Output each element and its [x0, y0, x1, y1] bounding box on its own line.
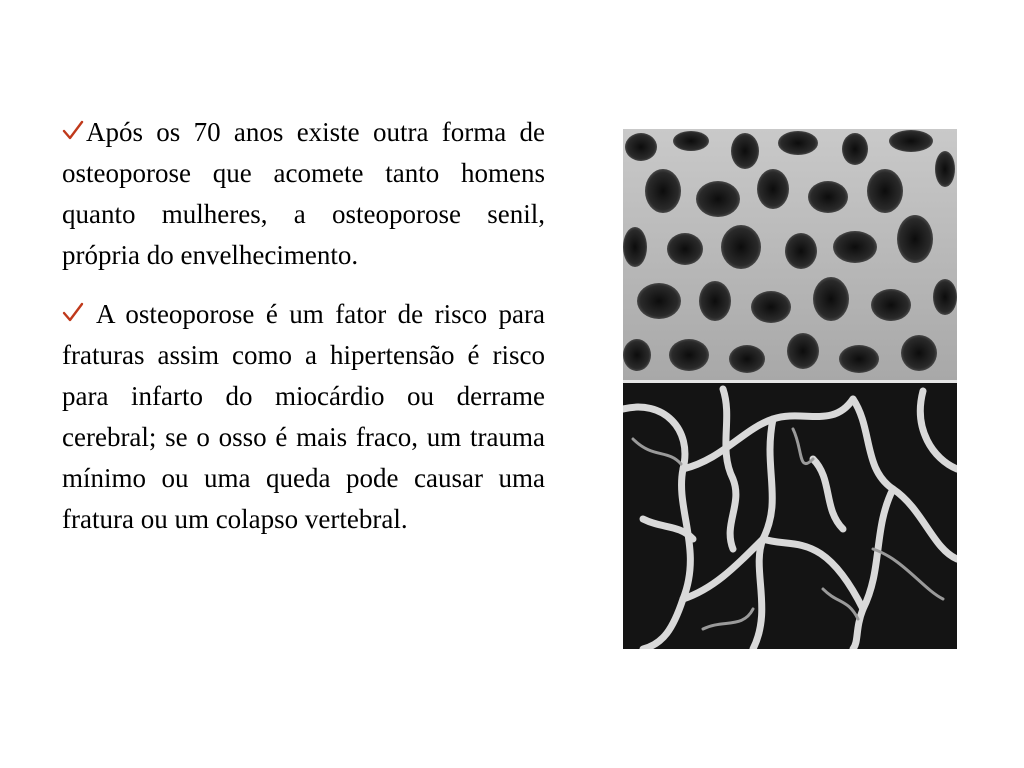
bullet-item-2 [62, 294, 545, 540]
bone-comparison-image [623, 129, 957, 649]
normal-bone-panel [623, 129, 957, 381]
checkmark-icon [62, 119, 84, 141]
bullet-text: A osteoporose é um fator de risco para fraturas assim como a hipertensão é risco para infarto do miocárdio ou derrame cerebral; se o osso é mais fraco, um trauma mínimo ou uma queda pode causar uma fratura ou um colapso vertebral. [62, 299, 545, 534]
bullet-item-1 [62, 112, 545, 276]
checkmark-icon [62, 301, 84, 323]
bullet-list [62, 112, 545, 558]
bullet-text: Após os 70 anos existe outra forma de osteoporose que acomete tanto homens quanto mulheres, a osteoporose senil, própria do envelhecimento. [62, 117, 545, 270]
osteoporotic-bone-panel [623, 383, 957, 649]
